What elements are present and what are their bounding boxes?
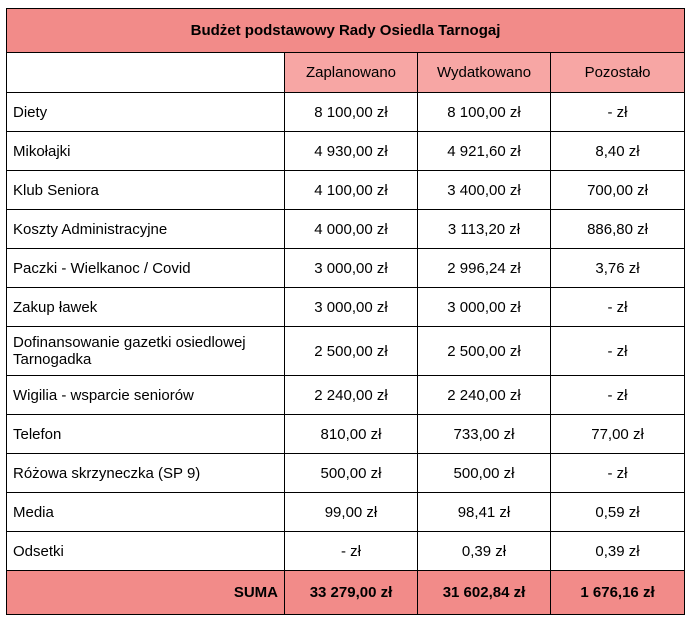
row-spent: 4 921,60 zł bbox=[418, 132, 551, 171]
table-row bbox=[7, 415, 685, 454]
table-row bbox=[7, 532, 685, 571]
table-row bbox=[7, 132, 685, 171]
row-planned: 8 100,00 zł bbox=[285, 93, 418, 132]
row-planned: 2 240,00 zł bbox=[285, 376, 418, 415]
total-row bbox=[7, 571, 685, 615]
row-remaining: - zł bbox=[551, 93, 685, 132]
row-spent: 500,00 zł bbox=[418, 454, 551, 493]
header-spent: Wydatkowano bbox=[418, 53, 551, 93]
row-planned: 3 000,00 zł bbox=[285, 288, 418, 327]
row-planned: 4 000,00 zł bbox=[285, 210, 418, 249]
row-planned: 4 930,00 zł bbox=[285, 132, 418, 171]
title-row bbox=[7, 9, 685, 53]
total-planned: 33 279,00 zł bbox=[285, 571, 418, 615]
row-label: Wigilia - wsparcie seniorów bbox=[7, 376, 285, 415]
row-planned: - zł bbox=[285, 532, 418, 571]
row-planned: 4 100,00 zł bbox=[285, 171, 418, 210]
header-planned: Zaplanowano bbox=[285, 53, 418, 93]
table-row bbox=[7, 171, 685, 210]
row-remaining: 700,00 zł bbox=[551, 171, 685, 210]
row-remaining: 3,76 zł bbox=[551, 249, 685, 288]
header-row bbox=[7, 53, 685, 93]
row-label: Klub Seniora bbox=[7, 171, 285, 210]
row-remaining: 886,80 zł bbox=[551, 210, 685, 249]
row-remaining: 0,39 zł bbox=[551, 532, 685, 571]
row-label: Media bbox=[7, 493, 285, 532]
row-spent: 98,41 zł bbox=[418, 493, 551, 532]
row-label: Dofinansowanie gazetki osiedlowej Tarnogadka bbox=[7, 327, 285, 376]
table-row bbox=[7, 327, 685, 376]
row-spent: 0,39 zł bbox=[418, 532, 551, 571]
row-label: Koszty Administracyjne bbox=[7, 210, 285, 249]
row-remaining: - zł bbox=[551, 288, 685, 327]
row-spent: 3 000,00 zł bbox=[418, 288, 551, 327]
row-remaining: 8,40 zł bbox=[551, 132, 685, 171]
row-spent: 3 400,00 zł bbox=[418, 171, 551, 210]
header-blank bbox=[7, 53, 285, 93]
table-row bbox=[7, 454, 685, 493]
row-planned: 99,00 zł bbox=[285, 493, 418, 532]
row-remaining: 0,59 zł bbox=[551, 493, 685, 532]
row-planned: 3 000,00 zł bbox=[285, 249, 418, 288]
row-planned: 2 500,00 zł bbox=[285, 327, 418, 376]
table-row bbox=[7, 493, 685, 532]
row-label: Mikołajki bbox=[7, 132, 285, 171]
row-label: Zakup ławek bbox=[7, 288, 285, 327]
row-remaining: - zł bbox=[551, 327, 685, 376]
row-spent: 8 100,00 zł bbox=[418, 93, 551, 132]
row-label: Różowa skrzyneczka (SP 9) bbox=[7, 454, 285, 493]
total-remaining: 1 676,16 zł bbox=[551, 571, 685, 615]
table-row bbox=[7, 376, 685, 415]
row-remaining: - zł bbox=[551, 454, 685, 493]
row-label: Paczki - Wielkanoc / Covid bbox=[7, 249, 285, 288]
row-spent: 3 113,20 zł bbox=[418, 210, 551, 249]
row-label: Odsetki bbox=[7, 532, 285, 571]
table-row bbox=[7, 93, 685, 132]
row-spent: 2 240,00 zł bbox=[418, 376, 551, 415]
budget-table bbox=[6, 8, 685, 615]
row-remaining: 77,00 zł bbox=[551, 415, 685, 454]
row-label: Telefon bbox=[7, 415, 285, 454]
table-row bbox=[7, 210, 685, 249]
row-spent: 2 500,00 zł bbox=[418, 327, 551, 376]
row-planned: 810,00 zł bbox=[285, 415, 418, 454]
table-row bbox=[7, 288, 685, 327]
table-row bbox=[7, 249, 685, 288]
budget-table-container bbox=[6, 8, 684, 615]
row-spent: 733,00 zł bbox=[418, 415, 551, 454]
row-spent: 2 996,24 zł bbox=[418, 249, 551, 288]
total-spent: 31 602,84 zł bbox=[418, 571, 551, 615]
total-label: SUMA bbox=[7, 571, 285, 615]
row-label: Diety bbox=[7, 93, 285, 132]
table-title: Budżet podstawowy Rady Osiedla Tarnogaj bbox=[7, 9, 685, 53]
header-remaining: Pozostało bbox=[551, 53, 685, 93]
row-planned: 500,00 zł bbox=[285, 454, 418, 493]
row-remaining: - zł bbox=[551, 376, 685, 415]
